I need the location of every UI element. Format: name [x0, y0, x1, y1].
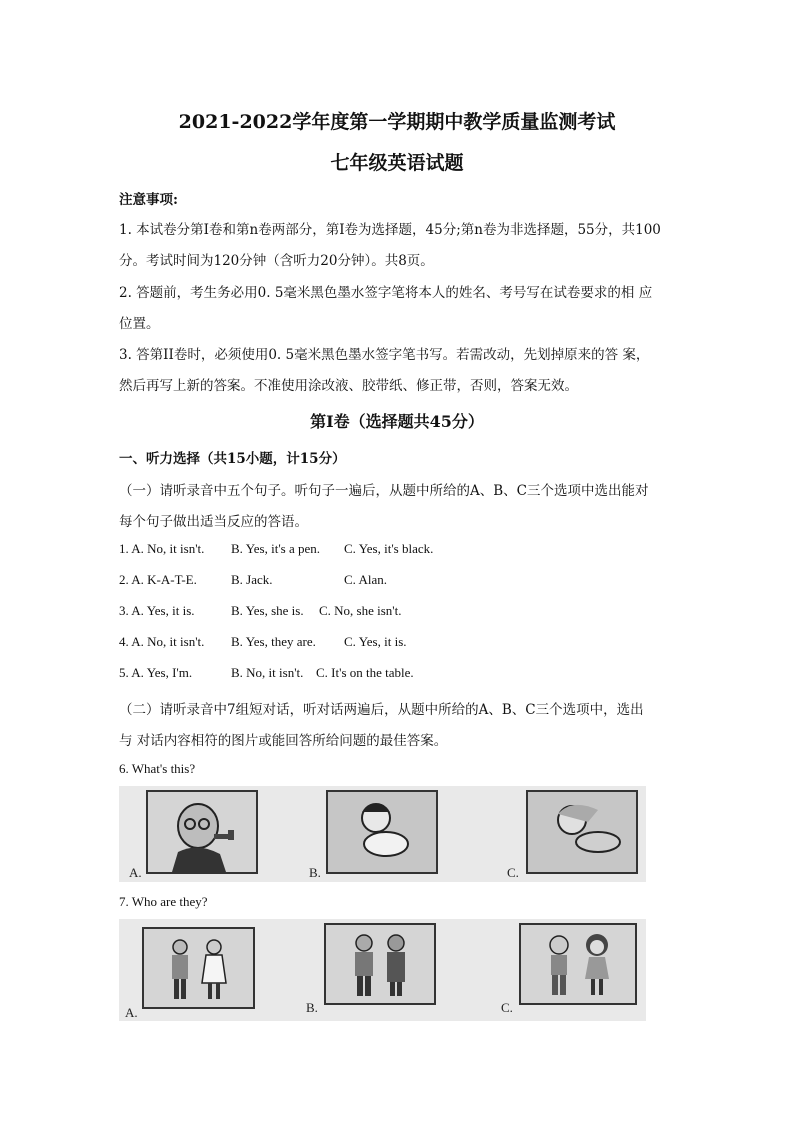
- notes-item3-line1: 3. 答第II卷时，必须使用0. 5毫米黑色墨水签字笔书写。若需改动，先划掉原来的答 案，: [119, 347, 650, 363]
- q2-option-b: B. Jack.: [231, 572, 273, 587]
- section1-heading: 一、听力选择（共15小题，计15分）: [119, 451, 346, 467]
- q3-option-a: 3. A. Yes, it is.: [119, 603, 195, 618]
- q7-label-a: A.: [125, 1005, 138, 1020]
- section1-sub1-line2: 每个句子做出适当反应的答语。: [119, 514, 308, 530]
- q1-option-c: C. Yes, it's black.: [344, 541, 434, 556]
- question-4: [119, 634, 639, 652]
- q2-option-c: C. Alan.: [344, 572, 387, 587]
- section1-sub1-line1: （一）请听录音中五个句子。听句子一遍后，从题中所给的A、B、C三个选项中选出能对: [119, 483, 649, 499]
- question-3: [119, 603, 639, 621]
- sub2-line1: （二）请听录音中7组短对话，听对话两遍后，从题中所给的A、B、C三个选项中，选出: [119, 702, 644, 718]
- q6-label-c: C.: [507, 865, 519, 880]
- q5-option-c: C. It's on the table.: [316, 665, 414, 680]
- sub2-line2: 与 对话内容相符的图片或能回答所给问题的最佳答案。: [119, 733, 448, 749]
- cartoon-flying-child-icon: [528, 792, 636, 872]
- q4-option-b: B. Yes, they are.: [231, 634, 316, 649]
- q6-label-b: B.: [309, 865, 321, 880]
- exam-subtitle: 七年级英语试题: [330, 152, 464, 174]
- q4-option-a: 4. A. No, it isn't.: [119, 634, 205, 649]
- man-and-woman-icon: [144, 929, 253, 1007]
- q7-label-c: C.: [501, 1000, 513, 1015]
- q7-picture-strip: [119, 919, 646, 1021]
- q1-option-b: B. Yes, it's a pen.: [231, 541, 321, 556]
- q7-picture-c: [519, 923, 637, 1005]
- q6-text: 6. What's this?: [119, 761, 196, 776]
- notes-item3-line2: 然后再写上新的答案。不准使用涂改液、胶带纸、修正带，否则，答案无效。: [119, 378, 578, 394]
- q4-option-c: C. Yes, it is.: [344, 634, 407, 649]
- q7-picture-a: [142, 927, 255, 1009]
- q7-text: 7. Who are they?: [119, 894, 208, 909]
- notes-heading: 注意事项:: [119, 192, 178, 208]
- question-1: [119, 541, 639, 559]
- notes-item2-line1: 2. 答题前，考生务必用0. 5毫米黑色墨水签字笔将本人的姓名、考号写在试卷要求的相 应: [119, 285, 653, 301]
- q3-option-b: B. Yes, she is.: [231, 603, 304, 618]
- q6-picture-strip: [119, 786, 646, 882]
- q7-label-b: B.: [306, 1000, 318, 1015]
- q1-option-a: 1. A. No, it isn't.: [119, 541, 205, 556]
- part1-title: 第I卷（选择题共45分）: [310, 412, 484, 431]
- notes-item1-line1: 1. 本试卷分第Ⅰ卷和第n卷两部分，第Ⅰ卷为选择题，45分;第n卷为非选择题，55分，共100: [119, 222, 661, 238]
- q6-picture-b: [326, 790, 438, 874]
- exam-title: 2021-2022学年度第一学期期中教学质量监测考试: [178, 111, 616, 133]
- q5-option-a: 5. A. Yes, I'm.: [119, 665, 193, 680]
- boy-and-girl-icon: [521, 925, 635, 1003]
- q6-label-a: A.: [129, 865, 142, 880]
- q5-option-b: B. No, it isn't.: [231, 665, 304, 680]
- q3-option-c: C. No, she isn't.: [319, 603, 402, 618]
- cartoon-baby-icon: [328, 792, 436, 872]
- question-2: [119, 572, 639, 590]
- q6-picture-a: [146, 790, 258, 874]
- old-man-pipe-icon: [148, 792, 256, 872]
- notes-item2-line2: 位置。: [119, 316, 160, 332]
- q2-option-a: 2. A. K-A-T-E.: [119, 572, 197, 587]
- question-5: [119, 665, 639, 683]
- notes-item1-line2: 分。考试时间为120分钟（含听力20分钟）。共8页。: [119, 253, 434, 269]
- grandparents-icon: [326, 925, 434, 1003]
- q6-picture-c: [526, 790, 638, 874]
- q7-picture-b: [324, 923, 436, 1005]
